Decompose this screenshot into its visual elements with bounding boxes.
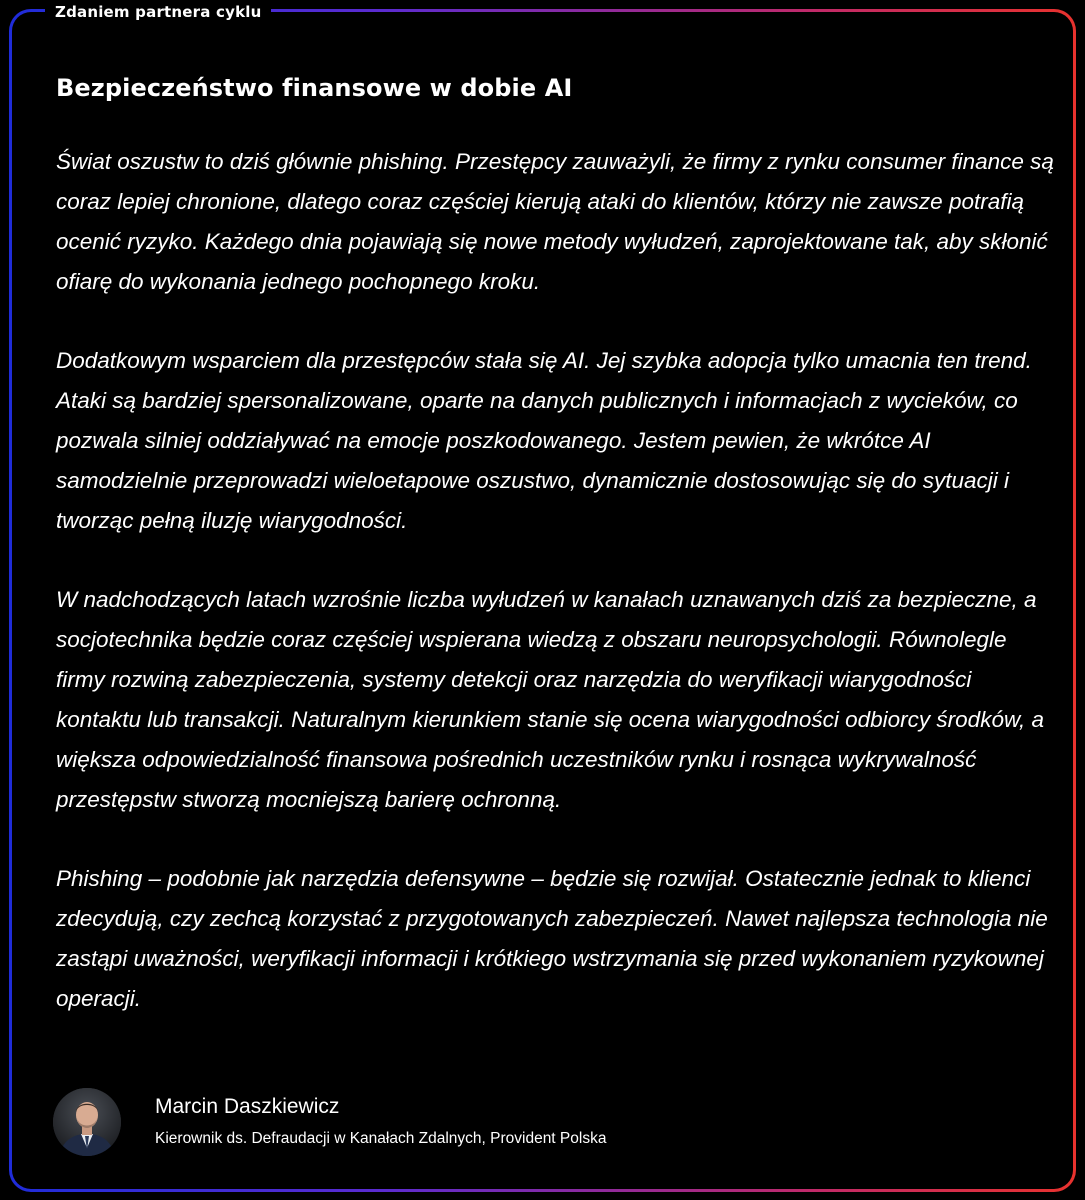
article-title: Bezpieczeństwo finansowe w dobie AI: [56, 74, 573, 102]
article-paragraph-3: W nadchodzących latach wzrośnie liczba wyłudzeń w kanałach uznawanych dziś za bezpieczne, a socjotechnika będzie coraz częściej wspierana wiedzą z obszaru neuropsychologii. Równolegle firmy rozwiną zabezpieczenia, systemy detekcji oraz narzędzia do weryfikacji wiarygodności kontaktu lub transakcji. Naturalnym kierunkiem stanie się ocena wiarygodności odbiorcy środków, a większa odpowiedzialność finansowa pośrednich uczestników rynku i rosnąca wykrywalność przestępstw stworzą mocniejszą barierę ochronną.: [56, 587, 1044, 812]
avatar: [53, 1088, 121, 1156]
article-paragraph-2: Dodatkowym wsparciem dla przestępców stała się AI. Jej szybka adopcja tylko umacnia ten trend. Ataki są bardziej spersonalizowane, oparte na danych publicznych i informacjach z wycieków, co pozwala silniej oddziaływać na emocje poszkodowanego. Jestem pewien, że wkrótce AI samodzielnie przeprowadzi wieloetapowe oszustwo, dynamicznie dostosowując się do sytuacji i tworząc pełną iluzję wiarygodności.: [56, 348, 1032, 533]
author-role: Kierownik ds. Defraudacji w Kanałach Zdalnych, Provident Polska: [155, 1130, 607, 1147]
quote-card: [12, 12, 1073, 1189]
author-name: Marcin Daszkiewicz: [155, 1095, 340, 1118]
article-paragraph-4: Phishing – podobnie jak narzędzia defensywne – będzie się rozwijał. Ostatecznie jednak to klienci zdecydują, czy zechcą korzystać z przygotowanych zabezpieczeń. Nawet najlepsza technologia nie zastąpi uważności, weryfikacji informacji i krótkiego wstrzymania się przed wykonaniem ryzykownej operacji.: [56, 866, 1048, 1011]
article-paragraph-1: Świat oszustw to dziś głównie phishing. Przestępcy zauważyli, że firmy z rynku consumer finance są coraz lepiej chronione, dlatego coraz częściej kierują ataki do klientów, którzy nie zawsze potrafią ocenić ryzyko. Każdego dnia pojawiają się nowe metody wyłudzeń, zaprojektowane tak, aby skłonić ofiarę do wykonania jednego pochopnego kroku.: [56, 149, 1054, 294]
avatar-portrait-icon: [53, 1088, 121, 1156]
partner-badge: Zdaniem partnera cyklu: [45, 0, 271, 24]
article-body: [56, 142, 1056, 1058]
quote-card-frame: [9, 9, 1076, 1192]
